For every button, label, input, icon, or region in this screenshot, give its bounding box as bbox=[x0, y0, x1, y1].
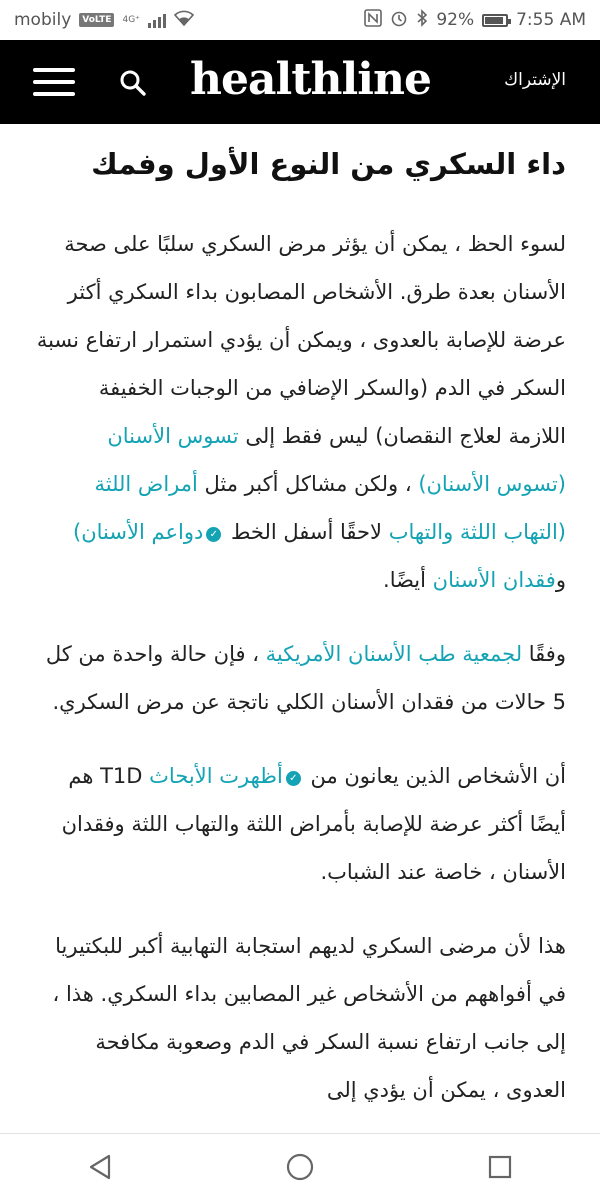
hamburger-menu-icon[interactable] bbox=[33, 68, 75, 96]
tooth-decay-link[interactable]: تسوس الأسنان (تسوس الأسنان) bbox=[107, 423, 566, 496]
tooth-loss-link[interactable]: فقدان الأسنان bbox=[432, 567, 556, 592]
volte-badge: VoLTE bbox=[79, 13, 114, 27]
paragraph-2 bbox=[36, 630, 566, 726]
bluetooth-icon bbox=[416, 9, 428, 31]
status-bar bbox=[0, 0, 600, 40]
text-span: هذا لأن مرضى السكري لديهم استجابة التهابية أكبر للبكتيريا في أفواههم من الأشخاص غير المصابين بداء السكري. هذا ، إلى جانب ارتفاع نسبة السكر في الدم وصعوبة مكافحة العدوى ، يمكن أن يؤدي إلى bbox=[52, 933, 566, 1102]
nfc-icon bbox=[364, 9, 382, 31]
paragraph-1 bbox=[36, 220, 566, 604]
research-link[interactable]: أظهرت الأبحاث bbox=[149, 763, 283, 788]
text-span: وفقًا bbox=[522, 641, 566, 666]
wifi-icon bbox=[174, 10, 194, 30]
battery-percent: 92% bbox=[436, 10, 475, 30]
ada-link[interactable]: لجمعية طب الأسنان الأمريكية bbox=[265, 641, 523, 666]
text-span: و bbox=[555, 567, 566, 592]
healthline-logo[interactable]: healthline bbox=[190, 54, 431, 105]
status-right bbox=[364, 9, 586, 31]
text-span: T1D هم أيضًا أكثر عرضة للإصابة بأمراض اللثة والتهاب اللثة وفقدان الأسنان ، خاصة عند الشباب. bbox=[61, 763, 566, 884]
article-body bbox=[0, 146, 600, 1114]
periodontitis-link[interactable]: دواعم الأسنان) bbox=[73, 519, 204, 544]
system-nav-bar bbox=[0, 1133, 600, 1200]
home-circle-icon[interactable] bbox=[280, 1147, 320, 1187]
paragraph-4 bbox=[36, 922, 566, 1114]
subscribe-link[interactable]: الإشتراك bbox=[504, 70, 566, 90]
check-badge-icon: ✓ bbox=[206, 527, 221, 542]
text-span: ، فإن حالة واحدة من كل 5 حالات من فقدان الأسنان الكلي ناتجة عن مرض السكري. bbox=[45, 641, 566, 714]
text-span: لاحقًا أسفل الخط bbox=[224, 519, 389, 544]
text-span: لسوء الحظ ، يمكن أن يؤثر مرض السكري سلبًا على صحة الأسنان بعدة طرق. الأشخاص المصابون بداء السكري أكثر عرضة للإصابة بالعدوى ، ويمكن أن يؤدي استمرار ارتفاع نسبة السكر في الدم (والسكر الإضافي من الوجبات الخفيفة اللازمة لعلاج النقصان) ليس فقط إلى bbox=[36, 231, 566, 448]
gum-disease-link[interactable]: أمراض اللثة (التهاب اللثة والتهاب bbox=[94, 471, 566, 544]
paragraph-3 bbox=[36, 752, 566, 896]
alarm-icon bbox=[390, 9, 408, 31]
text-span: أن الأشخاص الذين يعانون من bbox=[303, 763, 566, 788]
status-left bbox=[14, 10, 194, 30]
text-span: أيضًا. bbox=[383, 567, 433, 592]
signal-icon bbox=[148, 12, 166, 28]
check-badge-icon: ✓ bbox=[286, 771, 301, 786]
network-type: 4G⁺ bbox=[122, 14, 140, 25]
article-heading: داء السكري من النوع الأول وفمك bbox=[91, 147, 566, 181]
search-icon[interactable] bbox=[118, 68, 148, 98]
recents-square-icon[interactable] bbox=[480, 1147, 520, 1187]
site-header bbox=[0, 40, 600, 124]
clock-time: 7:55 AM bbox=[516, 10, 586, 30]
carrier-name: mobily bbox=[14, 10, 72, 30]
battery-icon bbox=[482, 14, 508, 27]
back-triangle-icon[interactable] bbox=[80, 1147, 120, 1187]
text-span: ، ولكن مشاكل أكبر مثل bbox=[197, 471, 419, 496]
